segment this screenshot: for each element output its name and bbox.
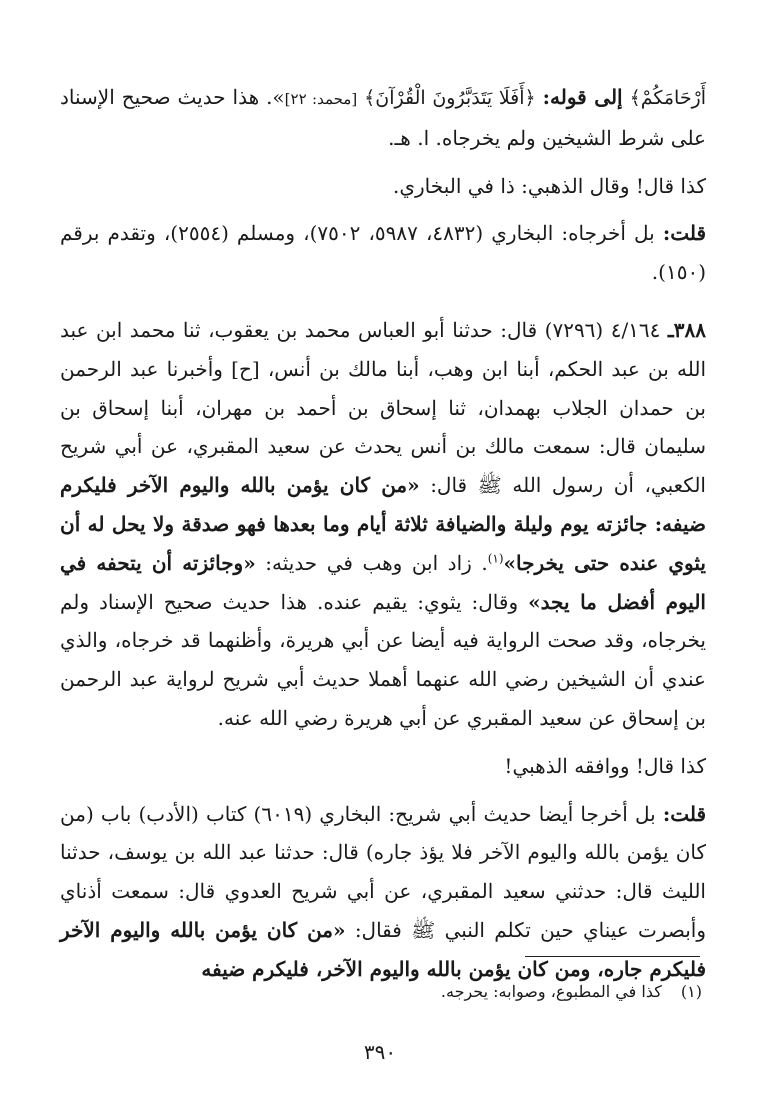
hadith-text: «من كان يؤمن بالله واليوم الآخر فليكرم ضيفه: جائزته يوم وليلة والضيافة ثلاثة أيام وما بعدها فهو صدقة ولا يحل له أن يثوي عنده حتى يخرجا» [60,473,706,575]
hadith-number: ٣٨٨ـ [667,317,706,342]
paragraph-1-lead: إلى قوله: [542,85,623,109]
paragraph-6-lead: قلت: [662,801,707,826]
paragraph-3 [60,214,706,292]
paragraph-1 [60,78,706,158]
paragraph-3-text: بل أخرجاه: البخاري (٤٨٣٢، ٥٩٨٧، ٧٥٠٢)، ومسلم (٢٥٥٤)، وتقدم برقم (١٥٠). [60,221,706,285]
paragraph-6 [60,795,706,989]
footnote-marker: (١) [487,551,504,566]
page-body [60,78,706,989]
paragraph-2 [60,167,706,206]
hadith-addition: «وجائزته أن يتحفه في اليوم أفضل ما يجد» [60,550,706,614]
footnote-number: (١) [680,982,702,1001]
page-number: ٣٩٠ [363,1040,397,1064]
hadith-chain: حدثنا أبو العباس محمد بن يعقوب، ثنا محمد ابن عبد الله بن عبد الحكم، أبنا ابن وهب، أبنا مالك بن أنس، [ح] وأخبرنا عبد الرحمن بن حمدان الجلاب بهمدان، ثنا إسحاق بن أحمد بن مهران، أبنا إسحاق بن سليمان قال: سمعت مالك بن أنس يحدث عن سعيد المقبري، عن أبي شريح الكعبي، أن رسول الله ﷺ قال: [60,317,706,498]
paragraph-6-text: بل أخرجا أيضا حديث أبي شريح: البخاري (٦٠١٩) كتاب (الأدب) باب (من كان يؤمن بالله واليوم الآخر فلا يؤذ جاره) قال: حدثنا عبد الله بن يوسف، حدثنا الليث قال: حدثني سعيد المقبري، عن أبي شريح العدوي قال: سمعت أذناي وأبصرت عيناي حين تكلم النبي ﷺ فقال: [60,801,706,942]
quran-reference: [محمد: ٢٢] [284,90,358,108]
paragraph-1-text: ». هذا حديث صحيح الإسناد على شرط الشيخين ولم يخرجاه. ا. هـ. [60,85,706,150]
hadith-commentary: وقال: يثوي: يقيم عنده. هذا حديث صحيح الإسناد ولم يخرجاه، وقد صحت الرواية فيه أيضا عن أبي هريرة، وأظنهما قد خرجاه، والذي عندي أن الشيخين رضي الله عنهما أهملا حديث أبي شريح لرواية عبد الرحمن بن إسحاق عن سعيد المقبري عن أبي هريرة رضي الله عنه. [60,589,706,730]
paragraph-5-text: كذا قال! ووافقه الذهبي! [504,753,706,778]
footnote-separator [525,956,700,957]
hadith-paragraph [60,311,706,738]
quran-quote: ﴿أَفَلَا يَتَدَبَّرُونَ الْقُرْآنَ﴾ [364,87,536,109]
footnote-text: كذا في المطبوع، وصوابه: يحرجه. [440,982,662,1001]
paragraph-3-lead: قلت: [662,221,707,246]
hadith-addition-intro: . زاد ابن وهب في حديثه: [265,550,488,575]
paragraph-6-quote: «من كان يؤمن بالله واليوم الآخر فليكرم جاره، ومن كان يؤمن بالله واليوم الآخر، فليكرم ضيفه [60,917,706,981]
footnote [56,980,702,1004]
quran-verse-fragment: أَرْحَامَكُمْ﴾ [629,87,707,109]
paragraph-5 [60,747,706,786]
hadith-reference: ٤/١٦٤ (٧٢٩٦) قال: [500,317,661,342]
paragraph-2-text: كذا قال! وقال الذهبي: ذا في البخاري. [393,173,706,198]
